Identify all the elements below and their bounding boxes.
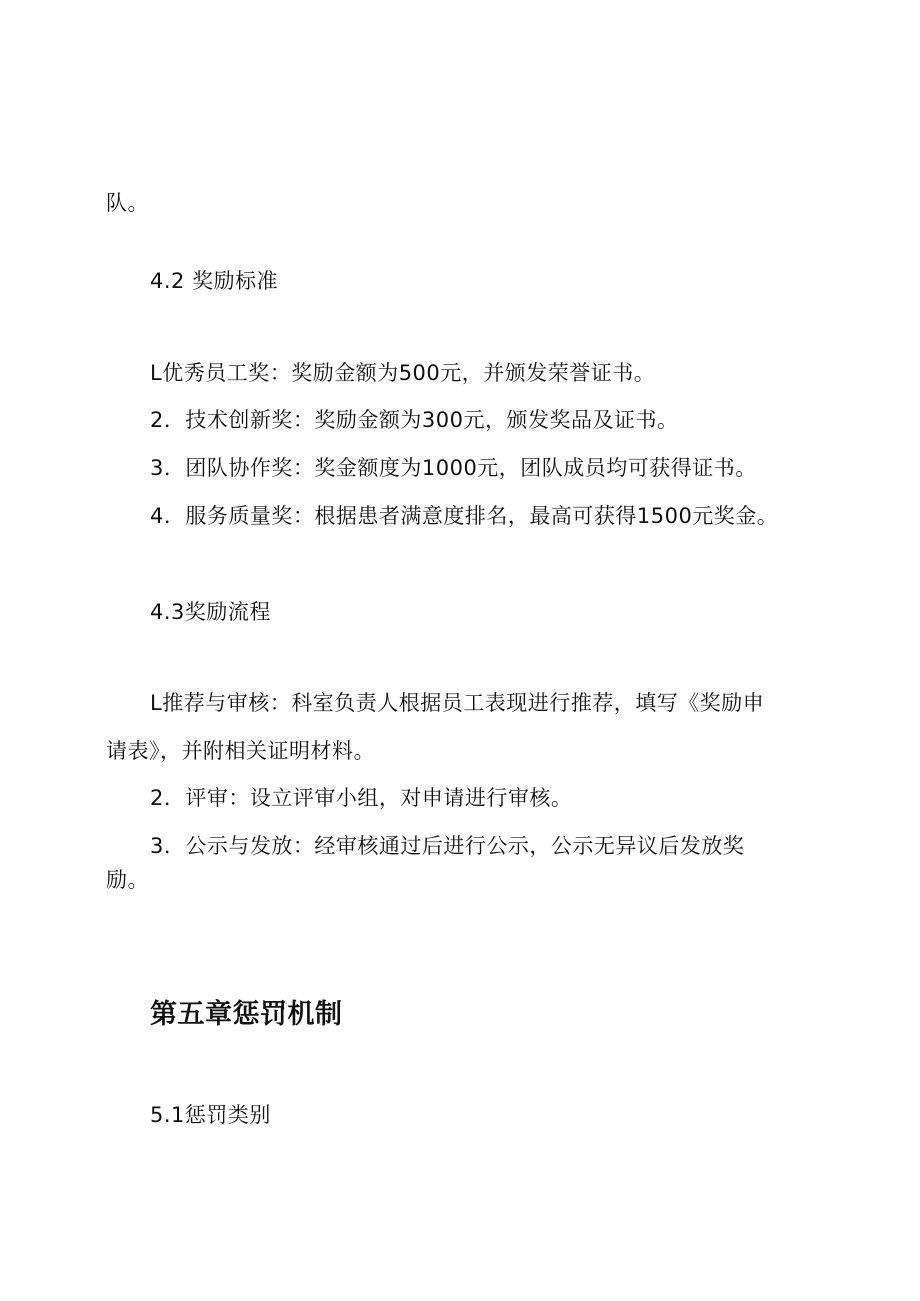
process-item-3-line-2: 励。 — [106, 868, 149, 892]
process-item-3-line-1: 3．公示与发放：经审核通过后进行公示，公示无异议后发放奖 — [150, 834, 745, 858]
award-item-2: 2．技术创新奖：奖励金额为300元，颁发奖品及证书。 — [150, 408, 679, 432]
process-item-1-line-2: 请表》，并附相关证明材料。 — [106, 739, 375, 763]
process-item-2: 2．评审：设立评审小组，对申请进行审核。 — [150, 786, 573, 810]
section-4-3-title: 4.3奖励流程 — [150, 600, 271, 624]
continuation-text: 队。 — [106, 191, 149, 215]
award-item-1: L优秀员工奖：奖励金额为500元，并颁发荣誉证书。 — [150, 361, 656, 385]
award-item-3: 3．团队协作奖：奖金额度为1000元，团队成员均可获得证书。 — [150, 456, 757, 480]
chapter-5-title: 第五章惩罚机制 — [150, 999, 343, 1030]
section-4-2-title: 4.2 奖励标准 — [150, 269, 279, 293]
section-5-1-title: 5.1惩罚类别 — [150, 1103, 271, 1127]
award-item-4: 4．服务质量奖：根据患者满意度排名，最高可获得1500元奖金。 — [150, 504, 779, 528]
process-item-1-line-1: L推荐与审核：科室负责人根据员工表现进行推荐，填写《奖励申 — [150, 691, 765, 715]
